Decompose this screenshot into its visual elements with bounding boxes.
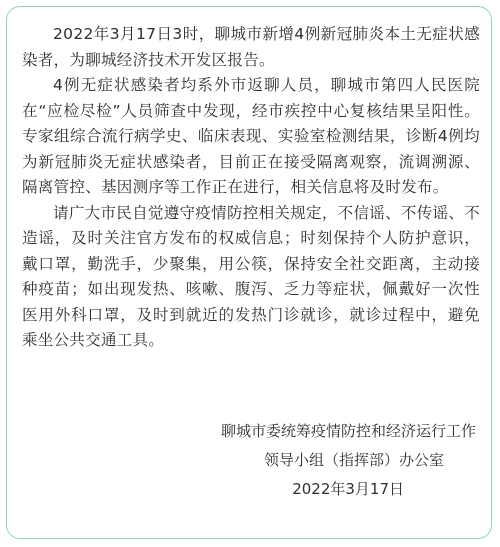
signature-date: 2022年3月17日 — [292, 480, 404, 498]
paragraph-public-advice: 请广大市民自觉遵守疫情防控相关规定，不信谣、不传谣、不造谣，及时关注官方发布的权威信息；时刻保持个人防护意识，戴口罩，勤洗手，少聚集，用公筷，保持安全社交距离，主动接种疫苗；如出现发热、咳嗽、腹泻、乏力等症状，佩戴好一次性医用外科口罩，及时到就近的发热门诊就诊，就诊过程中，避免乘坐公共交通工具。 — [22, 203, 480, 349]
notice-body — [22, 22, 480, 354]
signature-org-line1: 聊城市委统筹疫情防控和经济运行工作 — [220, 422, 476, 440]
paragraph-case-report: 2022年3月17日3时，聊城市新增4例新冠肺炎本土无症状感染者，为聊城经济技术开发区报告。 — [22, 25, 480, 69]
paragraph-case-details: 4例无症状感染者均系外市返聊人员，聊城市第四人民医院在“应检尽检”人员筛查中发现，经市疾控中心复核结果呈阳性。专家组综合流行病学史、临床表现、实验室检测结果，诊断4例均为新冠肺炎无症状感染者，目前正在接受隔离观察，流调溯源、隔离管控、基因测序等工作正在进行，相关信息将及时发布。 — [22, 76, 480, 196]
signature-org-line2: 领导小组（指挥部）办公室 — [263, 451, 444, 469]
